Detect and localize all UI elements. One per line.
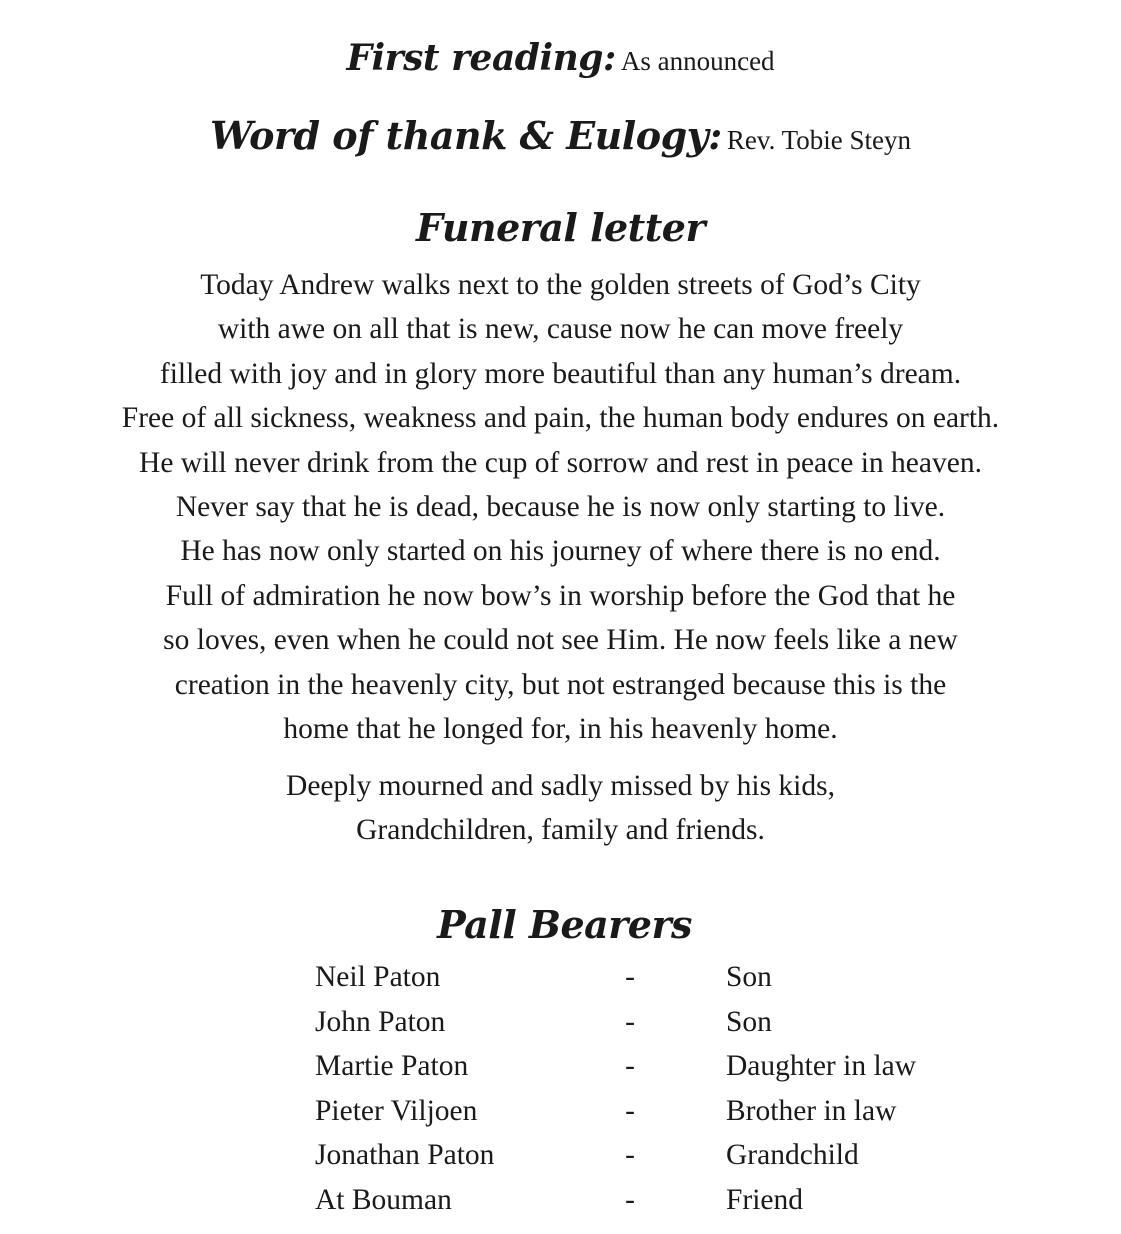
pall-bearer-row	[315, 955, 1015, 1000]
eulogy-label: Word of thank & Eulogy:	[210, 113, 722, 158]
bearer-relation: Brother in law	[726, 1094, 897, 1127]
bearer-separator: -	[625, 1094, 635, 1127]
first-reading-line	[0, 30, 1121, 86]
bearer-separator: -	[625, 1139, 635, 1172]
letter-line: Free of all sickness, weakness and pain, the human body endures on earth.	[121, 402, 1000, 435]
letter-line: He has now only started on his journey of where there is no end.	[180, 535, 941, 568]
letter-line: so loves, even when he could not see Him. He now feels like a new	[163, 624, 958, 657]
first-reading-value: As announced	[620, 46, 775, 76]
bearer-separator: -	[625, 1005, 635, 1038]
closing-line: Deeply mourned and sadly missed by his kids,	[286, 770, 835, 802]
closing-message	[0, 764, 1121, 852]
bearer-separator: -	[625, 961, 635, 993]
bearer-name: Martie Paton	[315, 1050, 469, 1083]
bearer-relation: Daughter in law	[726, 1050, 917, 1083]
closing-line: Grandchildren, family and friends.	[356, 814, 765, 846]
bearer-name: John Paton	[315, 1005, 446, 1038]
bearer-name: Jonathan Paton	[315, 1139, 495, 1172]
pall-bearers-title: Pall Bearers	[437, 902, 692, 947]
letter-line: home that he longed for, in his heavenly home.	[283, 713, 838, 746]
bearer-name: Neil Paton	[315, 961, 441, 993]
bearer-relation: Son	[726, 961, 772, 993]
eulogy-line	[0, 108, 1121, 164]
first-reading-label: First reading:	[346, 37, 616, 79]
bearer-relation: Grandchild	[726, 1139, 859, 1172]
letter-line: Today Andrew walks next to the golden streets of God’s City	[200, 269, 921, 301]
pall-bearer-row	[315, 1000, 1015, 1045]
bearer-separator: -	[625, 1183, 635, 1216]
funeral-letter-title: Funeral letter	[416, 205, 705, 250]
bearer-name: At Bouman	[315, 1183, 452, 1216]
bearer-name: Pieter Viljoen	[315, 1094, 478, 1127]
bearer-relation: Friend	[726, 1183, 804, 1216]
letter-line: Never say that he is dead, because he is now only starting to live.	[175, 491, 946, 524]
letter-line: creation in the heavenly city, but not estranged because this is the	[174, 668, 947, 701]
pall-bearer-row	[315, 1178, 1015, 1223]
letter-line: He will never drink from the cup of sorrow and rest in peace in heaven.	[139, 446, 982, 479]
letter-line: with awe on all that is new, cause now he can move freely	[217, 313, 904, 346]
pall-bearer-row	[315, 1044, 1015, 1089]
bearer-separator: -	[625, 1050, 635, 1083]
pall-bearer-row	[315, 1089, 1015, 1134]
bearer-relation: Son	[726, 1005, 772, 1038]
eulogy-value: Rev. Tobie Steyn	[726, 125, 911, 155]
pall-bearers-list	[315, 955, 1015, 1223]
pall-bearer-row	[315, 1133, 1015, 1178]
letter-line: filled with joy and in glory more beautiful than any human’s dream.	[159, 357, 962, 390]
letter-line: Full of admiration he now bow’s in worship before the God that he	[165, 579, 956, 612]
funeral-letter-body	[0, 263, 1121, 751]
